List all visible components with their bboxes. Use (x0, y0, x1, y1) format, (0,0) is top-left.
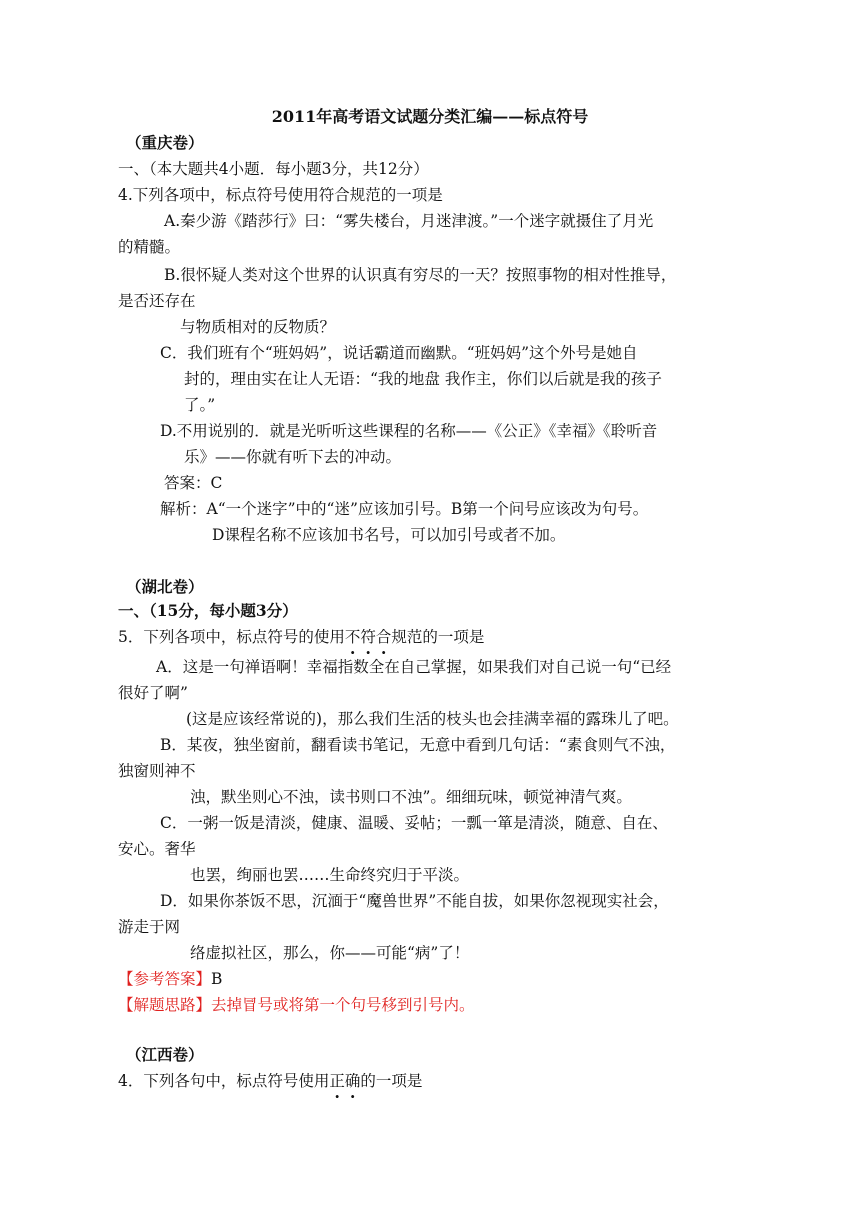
analysis-line (118, 994, 475, 1016)
emphasis-char: 符 (360, 628, 376, 646)
answer-line: 答案：C (164, 474, 223, 492)
section-instructions: 一、（15分，每小题3分） (118, 601, 298, 620)
option-a-line1: A．这是一句禅语啊！幸福指数全在自己掌握，如果我们对自己说一句“已经 (156, 658, 672, 676)
option-d-line3: 络虚拟社区，那么，你——可能“病”了！ (190, 944, 470, 962)
question-stem (118, 626, 484, 648)
option-c-line2: 安心。奢华 (118, 840, 196, 858)
analysis-line2: D课程名称不应该加书名号，可以加引号或者不加。 (212, 526, 566, 544)
question-stem (118, 1070, 422, 1092)
document-title: 2011年高考语文试题分类汇编——标点符号 (271, 107, 589, 126)
option-d-line1: D.不用说别的．就是光听听这些课程的名称——《公正》《幸福》《聆听音 (160, 422, 658, 440)
option-a-line3: (这是应该经常说的)，那么我们生活的枝头也会挂满幸福的露珠儿了吧。 (186, 710, 679, 728)
option-b-line1: B．某夜，独坐窗前，翻看读书笔记，无意中看到几句话：“素食则气不浊， (160, 736, 676, 754)
answer-line (118, 968, 222, 990)
option-a-line2: 很好了啊” (118, 684, 188, 702)
question-text: 规范的一项是 (391, 628, 485, 646)
option-a-line1: A.秦少游《踏莎行》曰：“雾失楼台，月迷津渡。”一个迷字就摄住了月光 (164, 212, 654, 230)
answer-value: B (211, 970, 223, 988)
answer-label: 【参考答案】 (118, 970, 212, 988)
emphasis-char: 合 (375, 628, 392, 646)
option-a-line2: 的精髓。 (118, 238, 181, 256)
option-c-line3: 也罢，绚丽也罢……生命终究归于平淡。 (190, 866, 470, 884)
option-c-line1: C．我们班有个“班妈妈”，说话霸道而幽默。“班妈妈”这个外号是她自 (160, 344, 638, 362)
emphasis-char: 确 (344, 1072, 361, 1090)
option-d-line2: 游走于网 (118, 918, 181, 936)
analysis-label: 【解题思路】 (118, 996, 212, 1014)
question-stem: 4.下列各项中，标点符号使用符合规范的一项是 (118, 186, 443, 204)
option-c-line1: C．一粥一饭是清淡，健康、温暖、妥帖；一瓢一箪是清淡，随意、自在、 (160, 814, 668, 832)
emphasis-char: 正 (329, 1072, 345, 1090)
option-b-line1: B.很怀疑人类对这个世界的认识真有穷尽的一天？按照事物的相对性推导， (164, 266, 677, 284)
analysis-line1: 解析：A“一个迷字”中的“迷”应该加引号。B第一个问号应该改为句号。 (160, 500, 649, 518)
option-b-line3: 与物质相对的反物质？ (180, 318, 336, 336)
question-text: 4．下列各句中，标点符号使用 (118, 1072, 330, 1090)
section-instructions: 一、（本大题共4小题．每小题3分，共12分） (118, 160, 429, 178)
section-heading-chongqing: （重庆卷） (126, 133, 204, 152)
question-text: 5．下列各项中，标点符号的使用 (118, 628, 345, 646)
question-text: 的一项是 (360, 1072, 423, 1090)
section-heading-jiangxi: （江西卷） (126, 1045, 204, 1064)
section-heading-hubei: （湖北卷） (126, 577, 204, 596)
option-b-line2: 独窗则神不 (118, 762, 196, 780)
analysis-text: 去掉冒号或将第一个句号移到引号内。 (211, 996, 475, 1014)
emphasis-char: 不 (344, 628, 361, 646)
option-b-line3: 浊，默坐则心不浊，读书则口不浊”。细细玩味，顿觉神清气爽。 (190, 788, 632, 806)
option-d-line2: 乐》——你就有听下去的冲动。 (184, 448, 402, 466)
option-c-line3: 了。” (184, 396, 216, 414)
option-c-line2: 封的，理由实在让人无语：“我的地盘 我作主，你们以后就是我的孩子 (184, 370, 662, 388)
option-b-line2: 是否还存在 (118, 292, 196, 310)
option-d-line1: D．如果你茶饭不思，沉湎于“魔兽世界”不能自拔，如果你忽视现实社会， (160, 892, 669, 910)
